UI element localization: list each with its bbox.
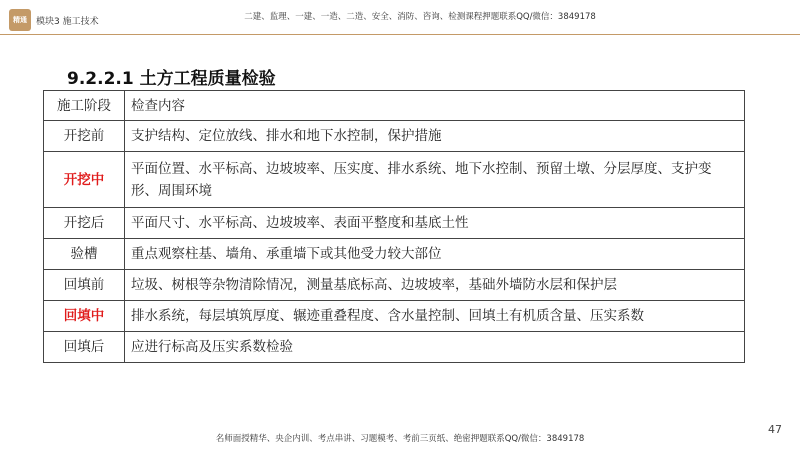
content-cell: 平面尺寸、水平标高、边坡坡率、表面平整度和基底土性 — [125, 208, 745, 239]
brand-logo: 精通 — [9, 9, 31, 31]
page-number: 47 — [768, 423, 782, 436]
header-content: 检查内容 — [125, 91, 745, 121]
stage-cell: 回填后 — [44, 332, 125, 363]
section-title: 9.2.2.1 土方工程质量检验 — [67, 69, 276, 89]
module-label: 模块3 施工技术 — [36, 17, 99, 27]
table-row — [44, 239, 745, 270]
stage-cell: 验槽 — [44, 239, 125, 270]
content-cell: 支护结构、定位放线、排水和地下水控制，保护措施 — [125, 121, 745, 152]
stage-cell-highlight: 回填中 — [44, 301, 125, 332]
content-cell: 垃圾、树根等杂物清除情况，测量基底标高、边坡坡率，基础外墙防水层和保护层 — [125, 270, 745, 301]
table-row — [44, 270, 745, 301]
header-note: 二建、监理、一建、一造、二造、安全、消防、咨询、检测课程押题联系QQ/微信：3849178 — [244, 12, 596, 22]
footer-note: 名师面授精华、央企内训、考点串讲、习题模考、考前三页纸、绝密押题联系QQ/微信：3849178 — [215, 434, 585, 444]
header-divider — [0, 34, 800, 35]
content-cell: 平面位置、水平标高、边坡坡率、压实度、排水系统、地下水控制、预留土墩、分层厚度、支护变形、周围环境 — [125, 152, 745, 208]
stage-cell-highlight: 开挖中 — [44, 152, 125, 208]
table-row — [44, 208, 745, 239]
content-cell: 应进行标高及压实系数检验 — [125, 332, 745, 363]
table-row — [44, 152, 745, 208]
stage-cell: 开挖前 — [44, 121, 125, 152]
table-row — [44, 121, 745, 152]
table-row — [44, 332, 745, 363]
table-header-row — [44, 91, 745, 121]
content-cell: 重点观察柱基、墙角、承重墙下或其他受力较大部位 — [125, 239, 745, 270]
quality-inspection-table — [43, 90, 745, 363]
content-cell: 排水系统，每层填筑厚度、辗迹重叠程度、含水量控制、回填土有机质含量、压实系数 — [125, 301, 745, 332]
table-row — [44, 301, 745, 332]
stage-cell: 开挖后 — [44, 208, 125, 239]
header-stage: 施工阶段 — [44, 91, 125, 121]
stage-cell: 回填前 — [44, 270, 125, 301]
